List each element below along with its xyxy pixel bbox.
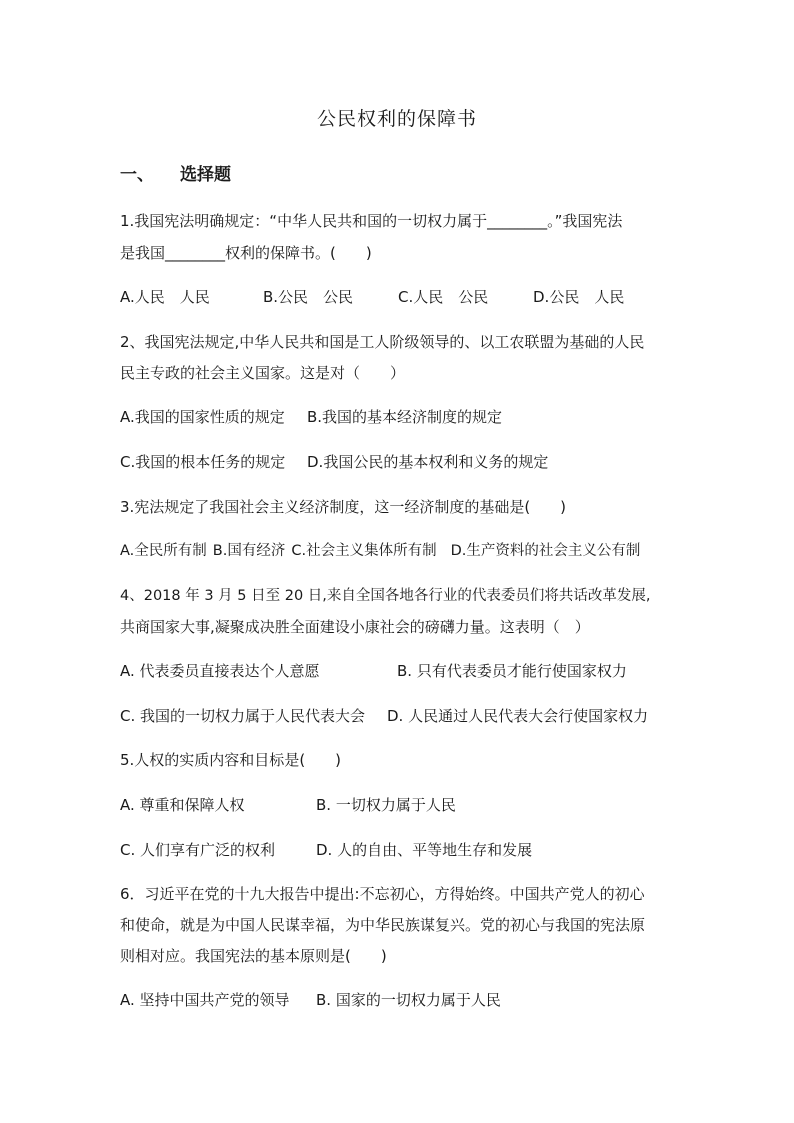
option-a: A.全民所有制 — [120, 543, 207, 559]
section-label: 选择题 — [180, 165, 231, 185]
option-b: B. 一切权力属于人民 — [316, 796, 456, 814]
question-6-line-1: 6．习近平在党的十九大报告中提出:不忘初心，方得始终。中国共产党人的初心 — [120, 885, 645, 903]
option-c: C. 人们享有广泛的权利 — [120, 841, 276, 859]
option-d: D.公民 人民 — [533, 288, 625, 306]
question-5-options-row-2 — [120, 840, 532, 860]
option-d: D. 人民通过人民代表大会行使国家权力 — [387, 707, 649, 725]
question-6-line-2: 和使命，就是为中国人民谋幸福，为中华民族谋复兴。党的初心与我国的宪法原 — [120, 916, 646, 934]
option-c: C. 我国的一切权力属于人民代表大会 — [120, 707, 366, 725]
question-5-line-1: 5.人权的实质内容和目标是( ) — [120, 751, 342, 769]
option-a: A.人民 人民 — [120, 288, 210, 306]
page-title: 公民权利的保障书 — [316, 108, 477, 130]
question-3-line-1: 3.宪法规定了我国社会主义经济制度，这一经济制度的基础是( ) — [120, 498, 567, 516]
option-a: A. 代表委员直接表达个人意愿 — [120, 662, 320, 680]
section-heading — [120, 160, 231, 185]
section-number: 一、 — [120, 165, 154, 185]
question-4-line-2: 共商国家大事,凝聚成决胜全面建设小康社会的磅礴力量。这表明（ ） — [120, 618, 590, 636]
question-4-line-1: 4、2018 年 3 月 5 日至 20 日,来自全国各地各行业的代表委员们将共话改革发展, — [120, 588, 651, 604]
question-2-options-row-2 — [120, 452, 548, 472]
question-4-options-row-2 — [120, 706, 648, 726]
question-1-line-1: 1.我国宪法明确规定：“中华人民共和国的一切权力属于________。”我国宪法 — [120, 212, 623, 230]
question-6-options-row-1 — [120, 990, 501, 1010]
option-c: C.我国的根本任务的规定 — [120, 453, 286, 471]
option-b: B. 只有代表委员才能行使国家权力 — [397, 662, 627, 680]
question-2-line-2: 民主专政的社会主义国家。这是对（ ） — [120, 364, 406, 382]
question-1-options — [120, 287, 624, 307]
option-b: B.公民 公民 — [263, 288, 354, 306]
question-6-line-3: 则相对应。我国宪法的基本原则是( ) — [120, 947, 387, 965]
question-5-options-row-1 — [120, 795, 456, 815]
option-d: D.生产资料的社会主义公有制 — [450, 543, 641, 559]
question-2-line-1: 2、我国宪法规定,中华人民共和国是工人阶级领导的、以工农联盟为基础的人民 — [120, 333, 645, 351]
question-1-line-2: 是我国________权利的保障书。( ) — [120, 244, 372, 262]
option-b: B.我国的基本经济制度的规定 — [307, 408, 503, 426]
option-a: A.我国的国家性质的规定 — [120, 408, 285, 426]
option-a: A. 坚持中国共产党的领导 — [120, 991, 290, 1009]
option-a: A. 尊重和保障人权 — [120, 796, 245, 814]
question-2-options-row-1 — [120, 407, 502, 427]
question-3-options — [120, 541, 640, 561]
option-c: C.人民 公民 — [398, 288, 489, 306]
option-b: B.国有经济 — [212, 543, 286, 559]
option-b: B. 国家的一切权力属于人民 — [316, 991, 501, 1009]
option-d: D. 人的自由、平等地生存和发展 — [316, 841, 533, 859]
question-4-options-row-1 — [120, 661, 627, 681]
option-d: D.我国公民的基本权利和义务的规定 — [307, 453, 549, 471]
option-c: C.社会主义集体所有制 — [291, 543, 437, 559]
